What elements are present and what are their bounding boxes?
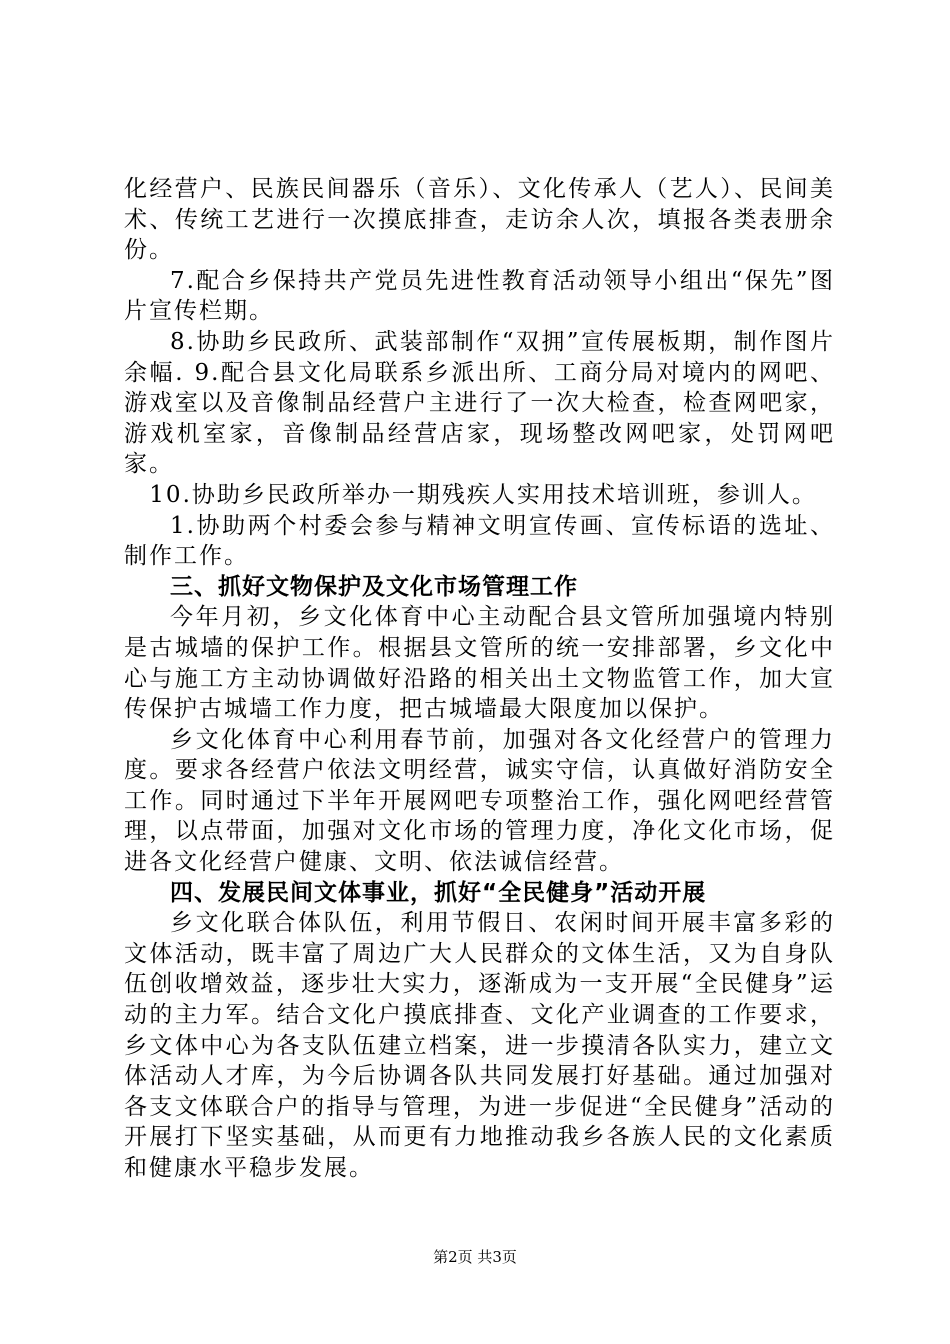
paragraph-fitness-activities: 乡文化联合体队伍，利用节假日、农闲时间开展丰富多彩的文体活动，既丰富了周边广大人民群众的文体生活，又为自身队伍创收增效益，逐步壮大实力，逐渐成为一支开展“全民健身”运动的主力军。结合文化户摸底排查、文化产业调查的工作要求，乡文体中心为各支队伍建立档案，进一步摸清各队实力，建立文体活动人才库，为今后协调各队共同发展打好基础。通过加强对各支文体联合户的指导与管理，为进一步促进“全民健身”活动的开展打下坚实基础，从而更有力地推动我乡各族人民的文化素质和健康水平稳步发展。 bbox=[124, 910, 835, 1181]
paragraph-item-10: 10.协助乡民政所举办一期残疾人实用技术培训班，参训人。 bbox=[149, 481, 817, 508]
page-footer: 第2页 共3页 bbox=[433, 1248, 517, 1266]
section-heading-4: 四、发展民间文体事业，抓好“全民健身”活动开展 bbox=[170, 879, 707, 906]
section-heading-3: 三、抓好文物保护及文化市场管理工作 bbox=[170, 573, 578, 600]
document-body bbox=[124, 174, 835, 1184]
paragraph-market-management: 乡文化体育中心利用春节前，加强对各文化经营户的管理力度。要求各经营户依法文明经营，诚实守信，认真做好消防安全工作。同时通过下半年开展网吧专项整治工作，强化网吧经营管理，以点带面，加强对文化市场的管理力度，净化文化市场，促进各文化经营户健康、文明、依法诚信经营。 bbox=[124, 726, 835, 876]
paragraph-item-8-9: 8.协助乡民政所、武装部制作“双拥”宣传展板期，制作图片余幅. 9.配合县文化局联系乡派出所、工商分局对境内的网吧、游戏室以及音像制品经营户主进行了一次大检查，检查网吧家，游戏机室家，音像制品经营店家，现场整改网吧家，处罚网吧家。 bbox=[124, 328, 835, 478]
paragraph-item-1: 1.协助两个村委会参与精神文明宣传画、宣传标语的选址、制作工作。 bbox=[124, 512, 835, 570]
paragraph-item-7: 7.配合乡保持共产党员先进性教育活动领导小组出“保先”图片宣传栏期。 bbox=[124, 267, 835, 325]
paragraph-heritage-protection: 今年月初，乡文化体育中心主动配合县文管所加强境内特别是古城墙的保护工作。根据县文管所的统一安排部署，乡文化中心与施工方主动协调做好沿路的相关出土文物监管工作，加大宣传保护古城墙工作力度，把古城墙最大限度加以保护。 bbox=[124, 604, 835, 723]
paragraph-1: 化经营户、民族民间器乐（音乐）、文化传承人（艺人）、民间美术、传统工艺进行一次摸底排查，走访余人次，填报各类表册余份。 bbox=[124, 176, 835, 264]
